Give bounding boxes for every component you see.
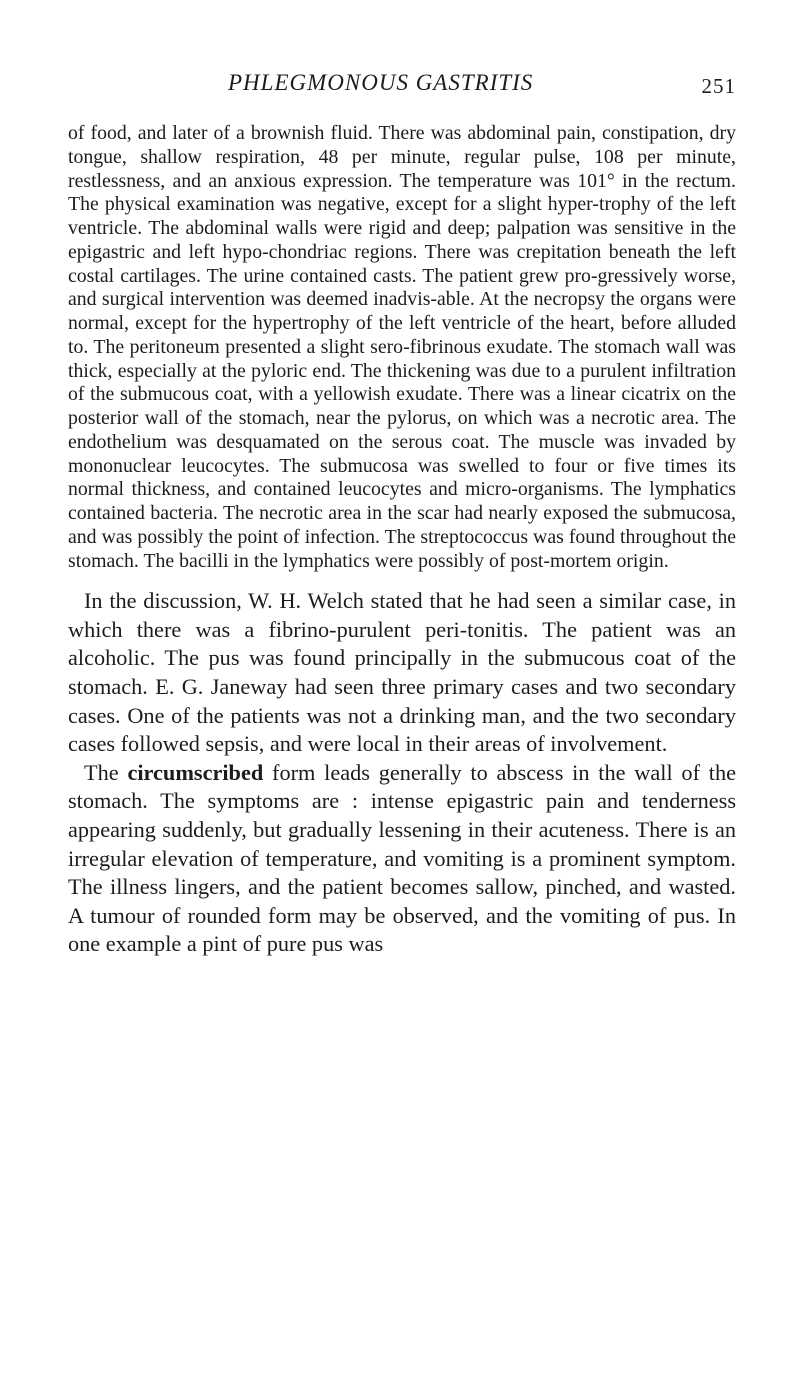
paragraph-case-report: of food, and later of a brownish fluid. There was abdominal pain, constipation, dry tongue, shallow respiration, 48 per minute, regular pulse, 108 per minute, restlessness, and an anxious expression. The temperature was 101° in the rectum. The physical examination was negative, except for a slight hyper-trophy of the left ventricle. The abdominal walls were rigid and deep; palpation was sensitive in the epigastric and left hypo-chondriac regions. There was crepitation beneath the left costal cartilages. The urine contained casts. The patient grew pro-gressively worse, and surgical intervention was deemed inadvis-able. At the necropsy the organs were normal, except for the hypertrophy of the left ventricle of the heart, before alluded to. The peritoneum presented a slight sero-fibrinous exudate. The stomach wall was thick, especially at the pyloric end. The thickening was due to a purulent infiltration of the submucous coat, with a yellowish exudate. There was a linear cicatrix on the posterior wall of the stomach, near the pylorus, on which was a necrotic area. The endothelium was desquamated on the serous coat. The muscle was invaded by mononuclear leucocytes. The submucosa was swelled to four or five times its normal thickness, and contained leucocytes and micro-organisms. The lymphatics contained bacteria. The necrotic area in the scar had nearly exposed the submucosa, and was possibly the point of infection. The streptococcus was found throughout the stomach. The bacilli in the lymphatics were possibly of post-mortem origin. bbox=[68, 122, 736, 572]
paragraph-discussion: In the discussion, W. H. Welch stated that he had seen a similar case, in which there was a fibrino-purulent peri-tonitis. The patient was an alcoholic. The pus was found principally in the submucous coat of the stomach. E. G. Janeway had seen three primary cases and two secondary cases. One of the patients was not a drinking man, and the two secondary cases followed sepsis, and were local in their areas of involvement. bbox=[68, 588, 736, 757]
paragraph-rest-text: form leads generally to abscess in the wall of the stomach. The symptoms are : intense epigastric pain and tenderness appearing suddenly, but gradually lessening in their acuteness. There is an irregular elevation of temperature, and vomiting is a prominent symptom. The illness lingers, and the patient becomes sallow, pinched, and wasted. A tumour of rounded form may be observed, and the vomiting of pus. In one example a pint of pure pus was bbox=[68, 759, 736, 957]
running-header bbox=[68, 0, 736, 122]
book-page bbox=[68, 0, 736, 959]
paragraph-circumscribed-form bbox=[68, 759, 736, 959]
paragraph-lead-text: The bbox=[84, 759, 128, 785]
term-circumscribed: circumscribed bbox=[127, 759, 264, 785]
page-number: 251 bbox=[701, 74, 736, 98]
running-title: PHLEGMONOUS GASTRITIS bbox=[228, 70, 534, 95]
